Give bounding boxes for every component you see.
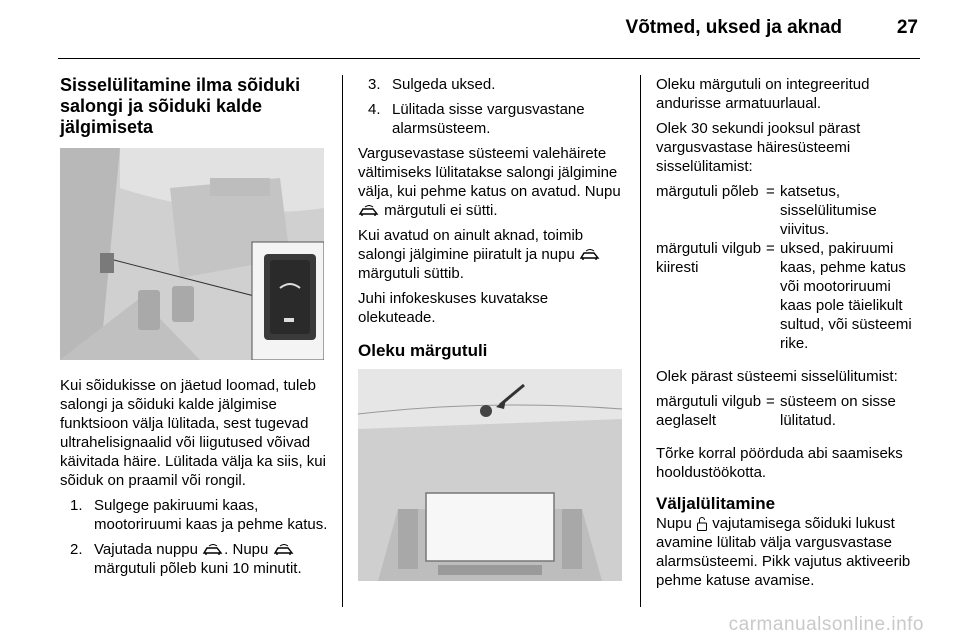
step-number: 1. bbox=[70, 497, 83, 514]
def-value: katsetus, sisselülitumise viivitus. bbox=[780, 183, 877, 238]
step-text: Sulgeda uksed. bbox=[392, 76, 496, 93]
status-definitions-1 bbox=[656, 182, 926, 353]
header-divider bbox=[58, 58, 920, 59]
paragraph-soft-top: Vargusevastase süsteemi valehäirete vältimiseks lülitatakse salongi jälgimine välja, kui pehme katus on avatud. Nupu märgutuli ei sütti. bbox=[358, 145, 621, 219]
step-number: 3. bbox=[368, 76, 381, 93]
step-number: 4. bbox=[368, 101, 381, 118]
paragraph-led-location: Oleku märgutuli on integreeritud andurisse armatuurlaual. bbox=[656, 76, 870, 112]
page-number: 27 bbox=[896, 17, 918, 38]
def-eq: = bbox=[766, 183, 775, 200]
paragraph-deactivation: Nupu vajutamisega sõiduki lukust avamine lülitab välja vargusvastase alarmsüsteemi. Pikk vajutus aktiveerib pehme katuse avamise. bbox=[656, 515, 911, 589]
step-1 bbox=[70, 496, 330, 534]
watermark: carmanualsonline.info bbox=[728, 614, 924, 635]
column-divider bbox=[342, 75, 343, 607]
def-term: märgutuli põleb bbox=[656, 183, 759, 200]
step-text: Sulgege pakiruumi kaas, mootoriruumi kaas ja pehme katus. bbox=[94, 497, 328, 533]
chapter-title: Võtmed, uksed ja aknad bbox=[625, 17, 842, 38]
dashboard-led-photo bbox=[358, 369, 622, 581]
car-alarm-icon bbox=[358, 205, 380, 217]
step-2 bbox=[70, 540, 330, 578]
def-value: süsteem on sisse lülitatud. bbox=[780, 393, 896, 429]
paragraph-fault: Tõrke korral pöörduda abi saamiseks hooldustöökotta. bbox=[656, 445, 903, 481]
column-middle bbox=[358, 75, 626, 581]
def-term: märgutuli vilgub kiiresti bbox=[656, 240, 762, 276]
def-eq: = bbox=[766, 393, 775, 410]
step-number: 2. bbox=[70, 541, 83, 558]
def-eq: = bbox=[766, 240, 775, 257]
def-term: märgutuli vilgub aeglaselt bbox=[656, 393, 762, 429]
section-heading-status-led: Oleku märgutuli bbox=[358, 341, 488, 360]
paragraph-driver-info: Juhi infokeskuses kuvatakse olekuteade. bbox=[358, 290, 549, 326]
car-alarm-icon bbox=[273, 544, 295, 556]
column-divider bbox=[640, 75, 641, 607]
page-header bbox=[0, 0, 960, 60]
def-value: uksed, pakiruumi kaas, pehme katus või mootoriruumi kaas pole täielikult sultud, või süsteemi rike. bbox=[780, 240, 912, 352]
step-4 bbox=[368, 100, 626, 138]
status-definitions-2 bbox=[656, 392, 926, 430]
step-text: Vajutada nuppu . Nupu märgutuli põleb kuni 10 minutit. bbox=[94, 541, 302, 577]
car-alarm-icon bbox=[202, 544, 224, 556]
car-alarm-icon bbox=[579, 249, 601, 261]
step-3 bbox=[368, 75, 626, 94]
steps-list-2 bbox=[358, 75, 626, 138]
paragraph-status-after-30s: Olek 30 sekundi jooksul pärast vargusvastase häiresüsteemi sisselülitamist: bbox=[656, 120, 861, 175]
steps-list-1 bbox=[60, 496, 330, 578]
unlock-padlock-icon bbox=[696, 516, 708, 532]
column-left bbox=[60, 75, 330, 584]
section-heading-deactivation: Väljalülitamine bbox=[656, 494, 776, 513]
paragraph-windows-open: Kui avatud on ainult aknad, toimib salongi jälgimine piiratult ja nupu märgutuli süttib. bbox=[358, 226, 626, 283]
paragraph-disable-reason: Kui sõidukisse on jäetud loomad, tuleb salongi ja sõiduki kalde jälgimise funktsioon välja lülitada, sest tugevad ultrahelisignaalid või liigutused võivad käivitada häire. Lülitada välja ka siis, kui sõiduk on praamil või rongil. bbox=[60, 377, 326, 489]
switch-location-photo bbox=[60, 148, 324, 360]
step-text: Lülitada sisse vargusvastane alarmsüsteem. bbox=[392, 101, 585, 137]
section-heading-disable-monitoring: Sisselülitamine ilma sõiduki salongi ja sõiduki kalde jälgimiseta bbox=[60, 75, 301, 137]
column-right bbox=[656, 75, 926, 596]
paragraph-status-after-activation: Olek pärast süsteemi sisselülitumist: bbox=[656, 368, 898, 385]
